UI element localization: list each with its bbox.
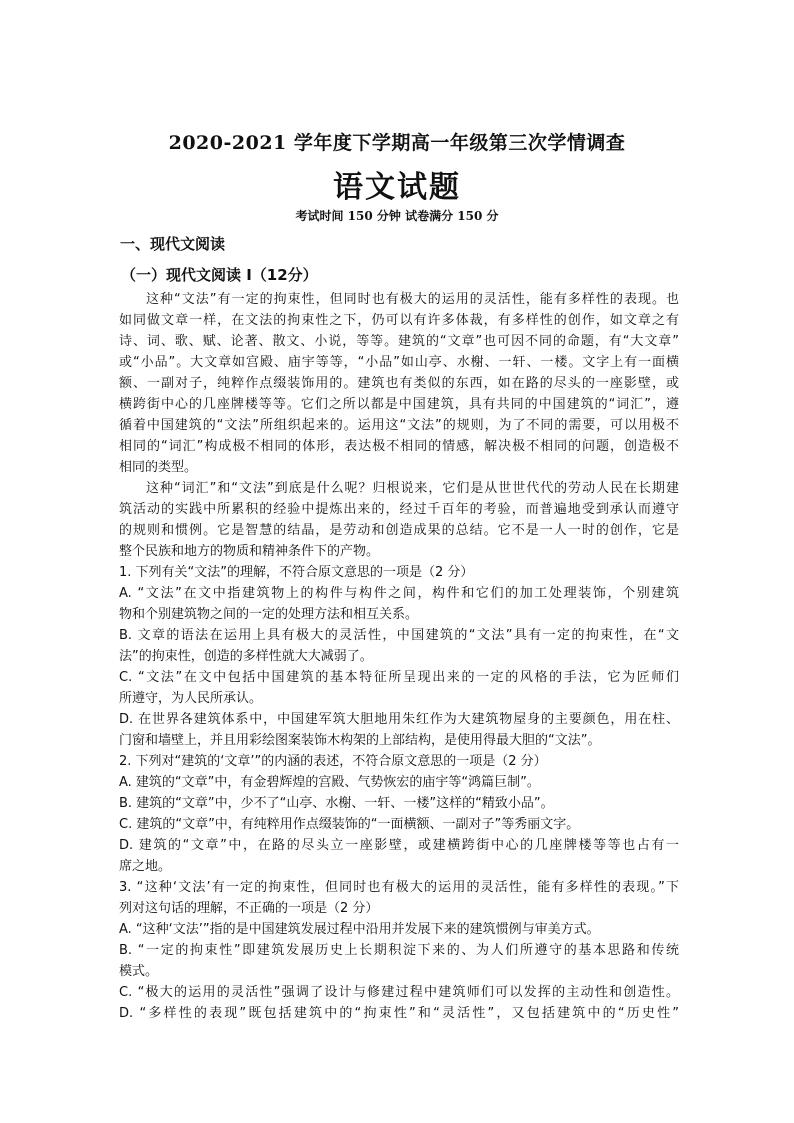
question-3: 3. “这种‘文法’有一定的拘束性，但同时也有极大的运用的灵活性，能有多样性的表现。”下	[119, 880, 679, 895]
paragraph-line: 这种“文法”有一定的拘束性，但同时也有极大的运用的灵活性，能有多样性的表现。也	[146, 292, 679, 307]
paragraph-line: 的规则和惯例。它是智慧的结晶，是劳动和创造成果的总结。它不是一人一时的创作，它是	[119, 523, 679, 538]
question-1-option-c: C. “文法”在文中包括中国建筑的基本特征所呈现出来的一定的风格的手法，它为匠师们	[119, 670, 679, 685]
question-3-option-b-cont: 模式。	[119, 964, 159, 979]
question-1-option-b: B. 文章的语法在运用上具有极大的灵活性，中国建筑的“文法”具有一定的拘束性，在“文	[119, 628, 679, 643]
section-heading: 一、现代文阅读	[120, 235, 226, 253]
paragraph-line: 或“小品”。大文章如宫殿、庙宇等等，“小品”如山亭、水榭、一轩、一楼。文字上有一面横	[119, 355, 679, 370]
exam-title: 2020-2021 学年度下学期高一年级第三次学情调查	[168, 132, 626, 154]
question-1-option-d: D. 在世界各建筑体系中，中国建军筑大胆地用朱红作为大建筑物屋身的主要颜色，用在柱、	[119, 712, 679, 727]
question-3-option-c: C. “极大的运用的灵活性”强调了设计与修建过程中建筑师们可以发挥的主动性和创造性。	[119, 985, 679, 1000]
question-1-option-a: A. “文法”在文中指建筑物上的构件与构件之间，构件和它们的加工处理装饰，个别建筑	[119, 586, 679, 601]
paragraph-line: 横跨街中心的几座牌楼等等。它们之所以都是中国建筑，具有共同的中国建筑的“词汇”，遵	[119, 397, 679, 412]
question-2-option-c: C. 建筑的“文章”中，有纯粹用作点缀装饰的“一面横额、一副对子”等秀丽文字。	[119, 817, 580, 832]
question-1-option-d-cont: 门窗和墙壁上，并且用彩绘图案装饰木构架的上部结构，是使用得最大胆的“文法”。	[119, 733, 601, 748]
paragraph-line: 整个民族和地方的物质和精神条件下的产物。	[119, 544, 380, 559]
subject-title: 语文试题	[333, 170, 461, 205]
question-3-cont: 列对这句话的理解，不正确的一项是（2 分）	[119, 901, 379, 916]
question-2-option-b: B. 建筑的“文章”中，少不了“山亭、水榭、一轩、一楼”这样的“精致小品”。	[119, 796, 554, 811]
subsection-heading: （一）现代文阅读 I（12分）	[121, 266, 318, 284]
exam-info: 考试时间 150 分钟 试卷满分 150 分	[295, 209, 499, 223]
question-3-option-a: A. “这种‘文法’”指的是中国建筑发展过程中沿用并发展下来的建筑惯例与审美方式。	[119, 922, 600, 937]
paragraph-line: 诗、词、歌、赋、论著、散文、小说，等等。建筑的“文章”也可因不同的命题，有“大文章”	[119, 334, 679, 349]
paragraph-line: 如同做文章一样，在文法的拘束性之下，仍可以有许多体裁，有多样性的创作，如文章之有	[119, 313, 679, 328]
question-1-option-a-cont: 物和个别建筑物之间的一定的处理方法和相互关系。	[119, 607, 419, 622]
question-2-option-d-cont: 席之地。	[119, 859, 172, 874]
question-1-option-c-cont: 所遵守，为人民所承认。	[119, 691, 263, 706]
paragraph-line: 筑活动的实践中所累积的经验中提炼出来的，经过千百年的考验，而普遍地受到承认而遵守	[119, 502, 679, 517]
question-2-option-a: A. 建筑的“文章”中，有金碧辉煌的宫殿、气势恢宏的庙宇等“鸿篇巨制”。	[119, 775, 540, 790]
paragraph-line: 相同的类型。	[119, 460, 198, 475]
question-1: 1. 下列有关“文法”的理解，不符合原文意思的一项是（2 分）	[119, 565, 474, 580]
question-3-option-b: B. “一定的拘束性”即建筑发展历史上长期积淀下来的、为人们所遵守的基本思路和传统	[119, 943, 679, 958]
question-2-option-d: D. 建筑的“文章”中，在路的尽头立一座影壁，或建横跨街中心的几座牌楼等等也占有一	[119, 838, 679, 853]
paragraph-line: 这种“词汇”和“文法”到底是什么呢？归根说来，它们是从世世代代的劳动人民在长期建	[146, 481, 679, 496]
paragraph-line: 额、一副对子，纯粹作点缀装饰用的。建筑也有类似的东西，如在路的尽头的一座影壁，或	[119, 376, 679, 391]
question-1-option-b-cont: 法”的拘束性，创造的多样性就大大减弱了。	[119, 649, 373, 664]
paragraph-line: 相同的“词汇”构成极不相同的体形，表达极不相同的情感，解决极不相同的问题，创造极不	[119, 439, 679, 454]
question-3-option-d: D. “多样性的表现”既包括建筑中的“拘束性”和“灵活性”，又包括建筑中的“历史性”	[119, 1006, 679, 1021]
question-2: 2. 下列对“建筑的‘文章’”的内涵的表述，不符合原文意思的一项是（2 分）	[119, 754, 547, 769]
paragraph-line: 循着中国建筑的“文法”所组织起来的。运用这“文法”的规则，为了不同的需要，可以用极不	[119, 418, 679, 433]
